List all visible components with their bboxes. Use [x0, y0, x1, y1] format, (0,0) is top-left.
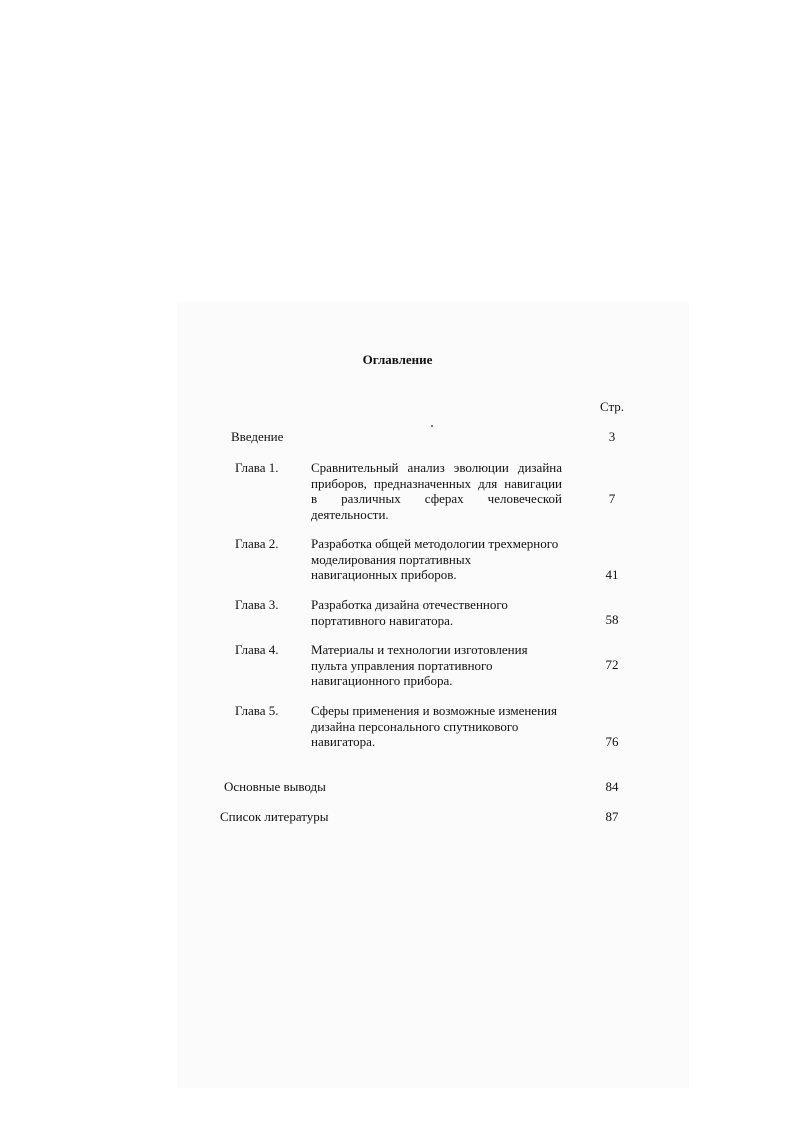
toc-chapter-2-line: Разработка общей методологии трехмерного	[311, 536, 559, 551]
toc-chapter-1-line: Сравнительный анализ эволюции дизайна	[311, 460, 562, 475]
toc-chapter-5-label: Глава 5.	[235, 703, 279, 718]
toc-chapter-5-line: дизайна персонального спутникового	[311, 718, 519, 734]
toc-chapter-5-line: Сферы применения и возможные изменения	[311, 703, 557, 718]
toc-references-page: 87	[605, 809, 619, 824]
toc-chapter-1-title	[311, 460, 562, 522]
toc-chapter-2-label: Глава 2.	[235, 536, 279, 551]
toc-chapter-1-line: деятельности.	[311, 506, 389, 522]
toc-chapter-1-page: 7	[608, 491, 616, 506]
toc-chapter-1-line: в различных сферах человеческой	[311, 491, 562, 506]
toc-chapter-4-title	[311, 642, 562, 689]
toc-chapter-3-line: Разработка дизайна отечественного	[311, 597, 508, 612]
page-column-header: Стр.	[599, 399, 625, 414]
toc-chapter-2-title	[311, 536, 562, 583]
toc-references-label: Список литературы	[220, 809, 329, 824]
toc-chapter-4-label: Глава 4.	[235, 642, 279, 657]
toc-chapter-4-line: Материалы и технологии изготовления	[311, 642, 528, 657]
toc-intro-label: Введение	[231, 429, 284, 444]
toc-chapter-1-line: приборов, предназначенных для навигации	[311, 475, 562, 491]
toc-chapter-5-line: навигатора.	[311, 734, 376, 749]
toc-chapter-3-page: 58	[605, 612, 619, 627]
toc-chapter-4-line: навигационного прибора.	[311, 673, 453, 688]
toc-chapter-3-title	[311, 597, 562, 628]
toc-chapter-3-label: Глава 3.	[235, 597, 279, 612]
toc-conclusions-label: Основные выводы	[224, 779, 326, 794]
toc-chapter-2-page: 41	[605, 567, 619, 582]
scan-speck	[431, 425, 433, 427]
toc-chapter-4-line: пульта управления портативного	[311, 657, 493, 673]
toc-chapter-1-label: Глава 1.	[235, 460, 279, 475]
toc-chapter-2-line: моделирования портативных	[311, 551, 472, 567]
toc-chapter-4-page: 72	[605, 657, 619, 672]
toc-chapter-3-line: портативного навигатора.	[311, 612, 454, 628]
toc-conclusions-page: 84	[605, 779, 619, 794]
scanned-page-area	[177, 302, 689, 1088]
toc-title: Оглавление	[362, 352, 433, 367]
toc-chapter-5-title	[311, 703, 562, 750]
toc-chapter-2-line: навигационных приборов.	[311, 567, 457, 582]
toc-chapter-5-page: 76	[605, 734, 619, 749]
toc-intro-page: 3	[608, 429, 616, 444]
